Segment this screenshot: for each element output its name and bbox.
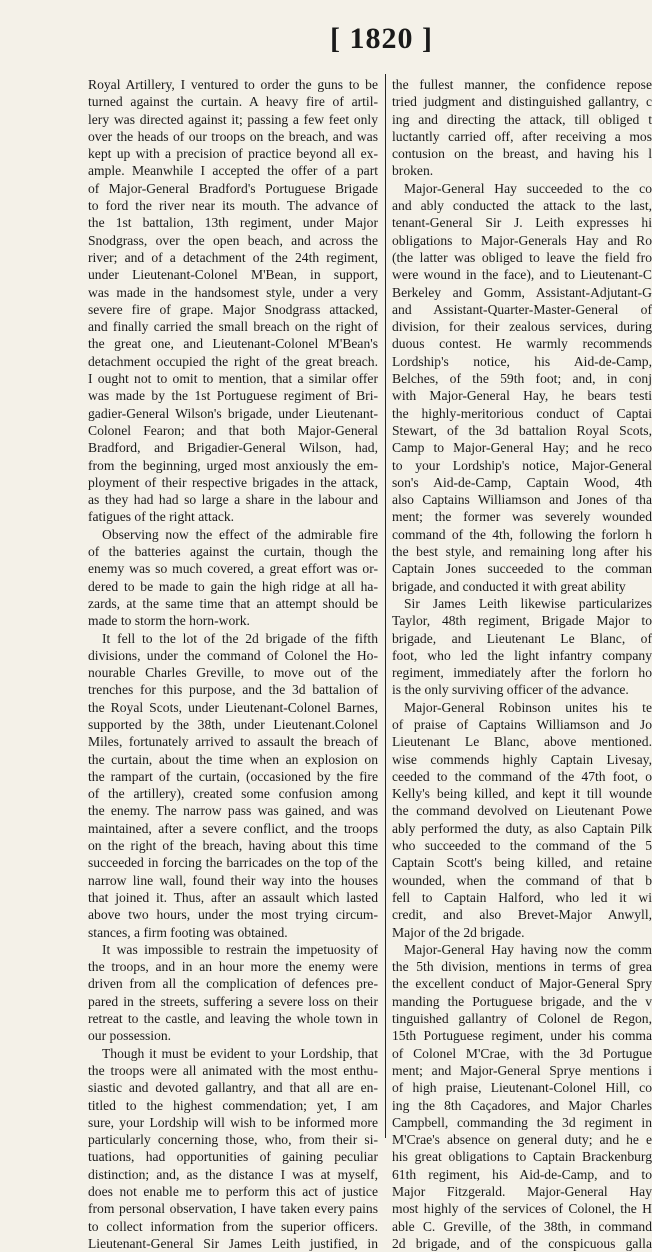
text-line: contusion on the breast, and having his l	[392, 146, 652, 162]
text-line: made to storm the horn-work.	[88, 613, 250, 629]
text-line: Berkeley and Gomm, Assistant-Adjutant-G	[392, 284, 652, 300]
text-line: from personal observation, I have taken every pains	[88, 1201, 378, 1217]
text-line: the Royal Scots, under Lieutenant-Colonel Barnes,	[88, 699, 378, 715]
text-line: and finally carried the small breach on the right of	[88, 319, 378, 335]
text-line: ment; the former was severely wounded	[392, 509, 652, 525]
text-line: of the artillery), created some confusion among	[88, 786, 378, 802]
text-line: the command devolved on Lieutenant Powe	[392, 803, 652, 819]
text-line: the troops were all animated with the most enthu-	[88, 1062, 378, 1078]
text-line: distinction; and, as the distance I was at myself,	[88, 1166, 378, 1182]
text-line: Though it must be evident to your Lordship, that	[102, 1045, 378, 1061]
text-line: Campbell, commanding the 3d regiment in	[392, 1114, 652, 1130]
text-line: dered to be made to gain the high ridge at all ha-	[88, 578, 378, 594]
text-line: was made in the handsomest style, under a very	[88, 284, 378, 300]
text-line: who succeeded to the command of the 5	[392, 838, 652, 854]
text-line: detachment occupied the right of the great breach.	[88, 353, 378, 369]
page-header	[0, 22, 640, 62]
left-column	[88, 76, 378, 1252]
text-line: Sir James Leith likewise particularizes	[404, 595, 652, 611]
text-line: Lieutenant-General Sir James Leith justified, in	[88, 1235, 378, 1251]
text-line: to ford the river near its mouth. The advance of	[88, 198, 378, 214]
text-line: obligations to Major-Generals Hay and Ro	[392, 232, 652, 248]
text-line: 2d brigade, and of the conspicuous galla	[392, 1235, 652, 1251]
text-line: nourable Charles Greville, to move out of the	[88, 665, 378, 681]
text-line: the enemy. The narrow pass was gained, and was	[88, 803, 378, 819]
text-line: tuations, had opportunities of gaining peculiar	[88, 1149, 378, 1165]
text-line: river; and of a detachment of the 24th regiment,	[88, 249, 378, 265]
text-line: under Lieutenant-Colonel M'Bean, in support,	[88, 267, 378, 283]
text-line: Camp to Major-General Hay; and he reco	[392, 440, 652, 456]
page-number: [ 1820 ]	[330, 22, 433, 55]
text-line: son's Aid-de-Camp, Captain Wood, 4th	[392, 474, 652, 490]
text-line: the troops, and in an hour more the enemy were	[88, 959, 378, 975]
text-line: fell to Captain Halford, who led it wi	[392, 889, 652, 905]
text-line: Lieutenant Le Blanc, above mentioned.	[392, 734, 652, 750]
text-line: luctantly carried off, after receiving a mos	[392, 128, 652, 144]
text-line: Bradford, and Brigadier-General Wilson, had,	[88, 440, 378, 456]
text-line: It fell to the lot of the 2d brigade of the fifth	[102, 630, 378, 646]
text-line: narrow line wall, found their way into the houses	[88, 872, 378, 888]
text-line: the best style, and remaining long after his	[392, 544, 652, 560]
text-line: and ably conducted the attack to the last,	[392, 198, 652, 214]
text-line: was made by the 1st Portuguese regiment of Bri-	[88, 388, 378, 404]
text-line: of Major-General Bradford's Portuguese Brigade	[88, 180, 378, 196]
text-line: sure, your Lordship will wish to be informed more	[88, 1114, 378, 1130]
text-line: Major of the 2d brigade.	[392, 924, 525, 940]
text-line: manding the Portuguese brigade, and the v	[392, 993, 652, 1009]
text-line: the fullest manner, the confidence repose	[392, 77, 652, 92]
text-line: stances, a firm footing was obtained.	[88, 924, 288, 940]
text-line: Stewart, of the 3d battalion Royal Scots,	[392, 422, 652, 438]
text-line: does not enable me to perform this act of justice	[88, 1184, 378, 1199]
text-line: able C. Greville, of the 38th, in command	[392, 1218, 652, 1234]
text-line: Kelly's being killed, and kept it till wounde	[392, 786, 652, 802]
text-line: most highly of the services of Colonel, the H	[392, 1201, 652, 1217]
text-line: Royal Artillery, I ventured to order the guns to be	[88, 77, 378, 92]
text-line: Major Fitzgerald. Major-General Hay	[392, 1184, 652, 1199]
text-line: from the beginning, urged most anxiously the em-	[88, 457, 378, 473]
text-line: siastic and devoted gallantry, and that all are en-	[88, 1080, 378, 1096]
text-line: the curtain, about the time when an explosion on	[88, 751, 378, 767]
text-line: Major-General Hay succeeded to the co	[404, 180, 652, 196]
text-line: over the heads of our troops on the breach, and was	[88, 128, 378, 144]
text-line: maintained, after a severe conflict, and the troops	[88, 820, 378, 836]
text-line: credit, and also Brevet-Major Anwyll,	[392, 907, 652, 923]
text-line: ployment of their respective brigades in the attack,	[88, 474, 378, 490]
text-line: broken.	[392, 163, 434, 179]
text-line: ing and directing the attack, till obliged t	[392, 111, 652, 127]
text-line: I ought not to omit to mention, that a similar offer	[88, 371, 378, 387]
text-line: turned against the curtain. A heavy fire of artil-	[88, 94, 378, 110]
text-line: Taylor, 48th regiment, Brigade Major to	[392, 613, 652, 629]
right-column	[392, 76, 652, 1252]
text-line: his great obligations to Captain Brackenburg	[392, 1149, 652, 1165]
text-line: on the right of the breach, having about this time	[88, 838, 378, 854]
text-line: Captain Jones succeeded to the comman	[392, 561, 652, 577]
text-line: fatigues of the right attack.	[88, 509, 235, 525]
text-line: also Captains Williamson and Jones of tha	[392, 492, 652, 508]
text-line: Major-General Hay having now the comm	[404, 941, 652, 957]
text-line: titled to the highest commendation; yet, I am	[88, 1097, 378, 1113]
text-line: duous contest. He warmly recommends	[392, 336, 652, 352]
text-line: Belches, of the 59th foot; and, in conj	[392, 371, 652, 387]
text-line: the 5th division, mentions in terms of grea	[392, 959, 652, 975]
text-line: supported by the 38th, under Lieutenant.Colonel	[88, 716, 378, 732]
text-line: brigade, and conducted it with great ability	[392, 578, 626, 594]
text-line: wise commends highly Captain Livesay,	[392, 751, 652, 767]
text-line: with Major-General Hay, he bears testi	[392, 388, 652, 404]
text-line: above two hours, under the most trying circum-	[88, 907, 378, 923]
text-line: regiment, immediately after the forlorn ho	[392, 665, 652, 681]
text-line: Colonel Fearon; and that both Major-General	[88, 422, 378, 438]
text-line: It was impossible to restrain the impetuosity of	[102, 941, 378, 957]
text-line: 15th Portuguese regiment, under his comma	[392, 1028, 652, 1044]
text-line: to collect information from the superior officers.	[88, 1218, 378, 1234]
text-line: retreat to the castle, and leaving the whole town in	[88, 1011, 378, 1027]
text-line: severe fire of grape. Major Snodgrass attacked,	[88, 301, 378, 317]
text-line: trenches for this purpose, and the 3d battalion of	[88, 682, 378, 698]
text-line: our possession.	[88, 1028, 172, 1044]
text-line: command of the 4th, following the forlorn h	[392, 526, 652, 542]
text-line: ceeded to the command of the 47th foot, o	[392, 768, 652, 784]
text-line: divisions, under the command of Colonel the Ho-	[88, 647, 378, 663]
text-line: enemy was so much covered, a great effort was or-	[88, 561, 378, 577]
text-line: gadier-General Wilson's brigade, under Lieutenant-	[88, 405, 378, 421]
text-line: of Colonel M'Crae, with the 3d Portugue	[392, 1045, 652, 1061]
text-line: of the batteries against the curtain, though the	[88, 544, 378, 560]
text-line: ing the 8th Caçadores, and Major Charles	[392, 1097, 652, 1113]
text-line: Miles, fortunately arrived to assault the breach of	[88, 734, 378, 750]
text-line: wounded, when the command of that b	[392, 872, 652, 888]
text-line: of high praise, Lieutenant-Colonel Hill, co	[392, 1080, 652, 1096]
text-line: ample. Meanwhile I accepted the offer of a part	[88, 163, 378, 179]
text-line: that joined it. Thus, after an assault which lasted	[88, 889, 378, 905]
text-line: Lordship's notice, his Aid-de-Camp,	[392, 353, 652, 369]
text-line: foot, who led the light infantry company	[392, 647, 652, 663]
text-line: division, for their zealous services, during	[392, 319, 652, 335]
text-line: as they had had so large a share in the labour and	[88, 492, 378, 508]
text-line: kept up with a precision of practice beyond all ex-	[88, 146, 378, 162]
text-line: to your Lordship's notice, Major-General	[392, 457, 652, 473]
text-line: pared in the streets, suffering a severe loss on their	[88, 993, 378, 1009]
text-line: the rampart of the curtain, (occasioned by the fire	[88, 768, 378, 784]
text-line: tenant-General Sir J. Leith expresses hi	[392, 215, 652, 231]
text-line: the excellent conduct of Major-General Spry	[392, 976, 652, 992]
text-line: 61th regiment, his Aid-de-Camp, and to	[392, 1166, 652, 1182]
text-line: is the only surviving officer of the advance.	[392, 682, 629, 698]
text-line: succeeded in forcing the barricades on the top of the	[88, 855, 378, 871]
text-line: of praise of Captains Williamson and Jo	[392, 716, 652, 732]
text-line: the highly-meritorious conduct of Captai	[392, 405, 652, 421]
text-line: tinguished gallantry of Colonel de Regon,	[392, 1011, 652, 1027]
text-line: M'Crae's absence on general duty; and he e	[392, 1132, 652, 1148]
text-line: Observing now the effect of the admirable fire	[102, 526, 378, 542]
text-line: tried judgment and distinguished gallantry, c	[392, 94, 652, 110]
text-line: ment; and Major-General Sprye mentions i	[392, 1062, 652, 1078]
text-line: Major-General Robinson unites his te	[404, 699, 652, 715]
text-line: ably performed the duty, as also Captain Pilk	[392, 820, 652, 836]
text-line: (the latter was obliged to leave the field fro	[392, 249, 652, 265]
text-line: the great one, and Lieutenant-Colonel M'Bean's	[88, 336, 378, 352]
text-line: particularly concerning those, who, from their si-	[88, 1132, 378, 1148]
text-line: zards, at the same time that an attempt should be	[88, 595, 378, 611]
text-line: lery was directed against it; passing a few feet only	[88, 111, 378, 127]
column-divider	[385, 74, 386, 1138]
text-line: brigade, and Lieutenant Le Blanc, of	[392, 630, 652, 646]
text-line: and Assistant-Quarter-Master-General of	[392, 301, 652, 317]
text-line: driven from all the complication of defences pre-	[88, 976, 378, 992]
text-line: were wound in the face), and to Lieutenant-C	[392, 267, 652, 283]
text-line: the 1st battalion, 13th regiment, under Major	[88, 215, 378, 231]
text-line: Snodgrass, over the open beach, and across the	[88, 232, 378, 248]
text-line: Captain Scott's being killed, and retaine	[392, 855, 652, 871]
